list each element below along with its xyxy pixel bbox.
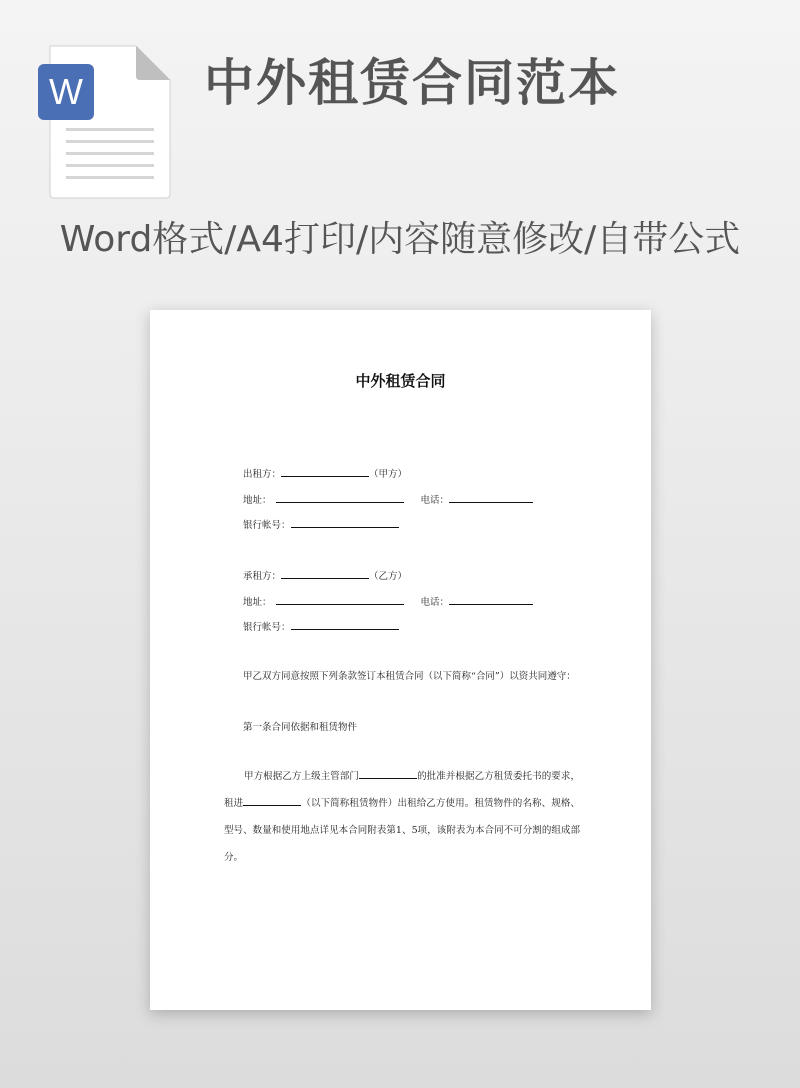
lessor-bank-line: 银行帐号： xyxy=(243,517,399,533)
article-1-body: 甲方根据乙方上级主管部门 的批准并根据乙方租赁委托书的要求，租进 （以下简称租赁物件）出租给乙方使用。租赁物件的名称、规格、型号、数量和使用地点详见本合同附表第1、5项，该附表为本合同不可分割的组成部分。 xyxy=(224,763,580,871)
word-file-icon xyxy=(36,42,172,200)
icon-letter: W xyxy=(49,71,83,112)
lessor-address-line: 地址： 电话： xyxy=(243,492,533,508)
intro-line: 甲乙双方同意按照下列条款签订本租赁合同（以下简称“合同”）以资共同遵守： xyxy=(243,671,576,682)
lessee-line: 承租方： （乙方） xyxy=(243,568,407,584)
document-preview xyxy=(150,310,651,1010)
page-subtitle: Word格式/A4打印/内容随意修改/自带公式 xyxy=(59,219,741,260)
page-title: 中外租赁合同范本 xyxy=(204,54,620,112)
lessee-address-line: 地址： 电话： xyxy=(243,594,533,610)
lessee-bank-line: 银行帐号： xyxy=(243,619,399,635)
lessor-line: 出租方： （甲方） xyxy=(243,466,407,482)
article-1-title: 第一条合同依据和租赁物件 xyxy=(243,722,358,733)
document-title: 中外租赁合同 xyxy=(355,372,446,390)
